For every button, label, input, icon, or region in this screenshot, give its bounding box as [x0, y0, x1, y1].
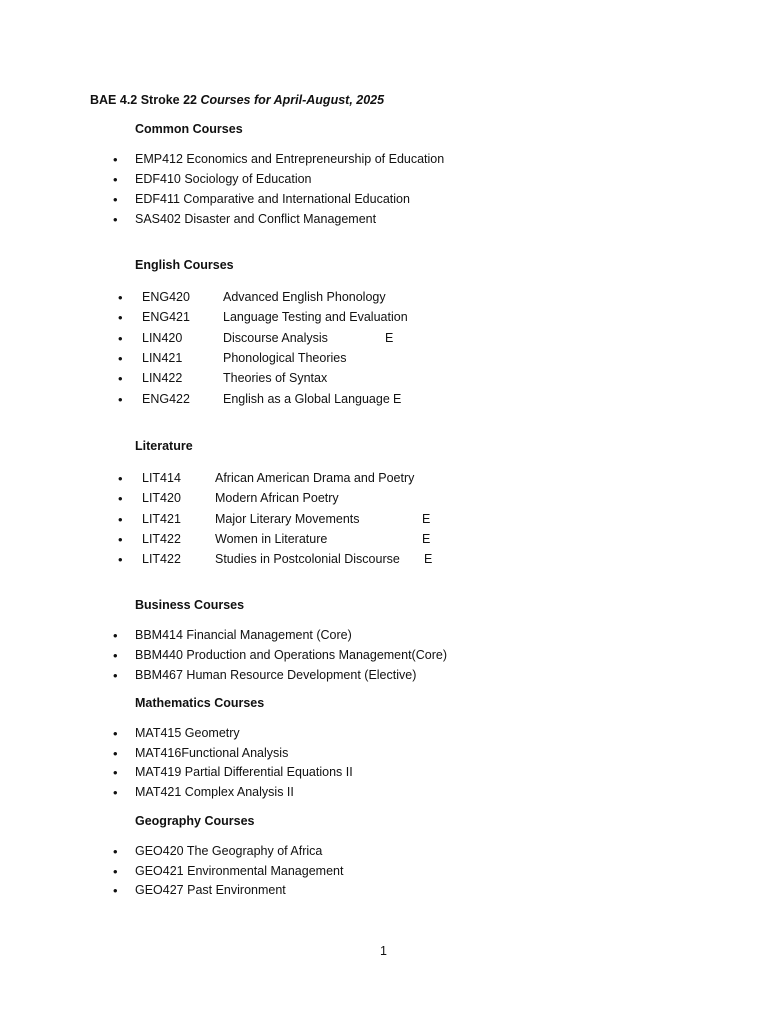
course-name: Phonological Theories: [223, 350, 347, 365]
elective-mark: E: [424, 552, 433, 567]
list-item: GEO420 The Geography of Africa: [135, 844, 323, 858]
mathematics-courses-heading: Mathematics Courses: [135, 696, 265, 710]
list-item: MAT421 Complex Analysis II: [135, 785, 294, 800]
course-name: Language Testing and Evaluation: [223, 310, 408, 325]
common-courses-heading: Common Courses: [135, 122, 243, 136]
bullet-icon: •: [118, 330, 123, 346]
list-item: GEO421 Environmental Management: [135, 863, 344, 878]
course-name: Discourse Analysis: [223, 330, 328, 345]
bullet-icon: •: [118, 350, 123, 366]
course-code: LIN422: [142, 371, 183, 386]
course-name: Theories of Syntax: [223, 371, 328, 386]
bullet-icon: •: [118, 552, 123, 568]
course-name: Advanced English Phonology: [223, 290, 386, 304]
list-item: MAT416Functional Analysis: [135, 745, 289, 760]
course-code: LIT422: [142, 552, 181, 567]
bullet-icon: •: [118, 531, 123, 547]
bullet-icon: •: [113, 212, 118, 227]
course-name: Modern African Poetry: [215, 491, 339, 506]
bullet-icon: •: [113, 192, 118, 207]
elective-mark: E: [393, 391, 402, 406]
course-code: ENG421: [142, 310, 190, 325]
course-code: LIT421: [142, 511, 181, 526]
bullet-icon: •: [113, 844, 118, 859]
course-name: African American Drama and Poetry: [215, 471, 415, 485]
elective-mark: E: [422, 531, 431, 546]
list-item: MAT419 Partial Differential Equations II: [135, 765, 353, 780]
bullet-icon: •: [113, 883, 118, 899]
bullet-icon: •: [118, 310, 123, 326]
list-item: EDF410 Sociology of Education: [135, 172, 312, 186]
bullet-icon: •: [113, 765, 118, 781]
bullet-icon: •: [113, 648, 118, 663]
course-code: LIN420: [142, 330, 183, 345]
list-item: EDF411 Comparative and International Education: [135, 192, 410, 206]
course-name: English as a Global Language: [223, 391, 390, 406]
bullet-icon: •: [113, 172, 118, 187]
document-title: [90, 93, 384, 107]
course-code: ENG420: [142, 290, 190, 304]
business-courses-heading: Business Courses: [135, 598, 245, 612]
bullet-icon: •: [113, 745, 118, 761]
bullet-icon: •: [118, 491, 123, 507]
course-name: Studies in Postcolonial Discourse: [215, 552, 400, 567]
title-prefix: BAE 4.2 Stroke 22: [90, 93, 201, 107]
list-item: EMP412 Economics and Entrepreneurship of Education: [135, 152, 445, 166]
elective-mark: E: [422, 511, 431, 526]
bullet-icon: •: [118, 391, 123, 407]
bullet-icon: •: [113, 628, 118, 643]
elective-mark: E: [385, 330, 394, 345]
list-item: MAT415 Geometry: [135, 726, 240, 740]
geography-courses-heading: Geography Courses: [135, 814, 255, 828]
list-item: GEO427 Past Environment: [135, 883, 286, 898]
bullet-icon: •: [118, 290, 123, 305]
bullet-icon: •: [118, 471, 123, 486]
course-code: LIT414: [142, 471, 181, 485]
bullet-icon: •: [113, 863, 118, 879]
course-code: LIT420: [142, 491, 181, 506]
list-item: BBM414 Financial Management (Core): [135, 628, 352, 642]
list-item: SAS402 Disaster and Conflict Management: [135, 212, 377, 226]
bullet-icon: •: [113, 785, 118, 801]
literature-heading: Literature: [135, 439, 193, 453]
bullet-icon: •: [113, 668, 118, 683]
bullet-icon: •: [113, 726, 118, 741]
list-item: BBM440 Production and Operations Management(Core): [135, 648, 447, 662]
list-item: BBM467 Human Resource Development (Elective): [135, 668, 417, 682]
title-italic: Courses for April-August, 2025: [200, 93, 385, 107]
course-name: Major Literary Movements: [215, 511, 360, 526]
bullet-icon: •: [118, 371, 123, 387]
bullet-icon: •: [113, 152, 118, 167]
bullet-icon: •: [118, 511, 123, 527]
course-code: LIN421: [142, 350, 183, 365]
course-code: ENG422: [142, 391, 190, 406]
page-number: 1: [380, 944, 387, 958]
english-courses-heading: English Courses: [135, 258, 234, 272]
course-code: LIT422: [142, 531, 181, 546]
course-name: Women in Literature: [215, 531, 328, 546]
